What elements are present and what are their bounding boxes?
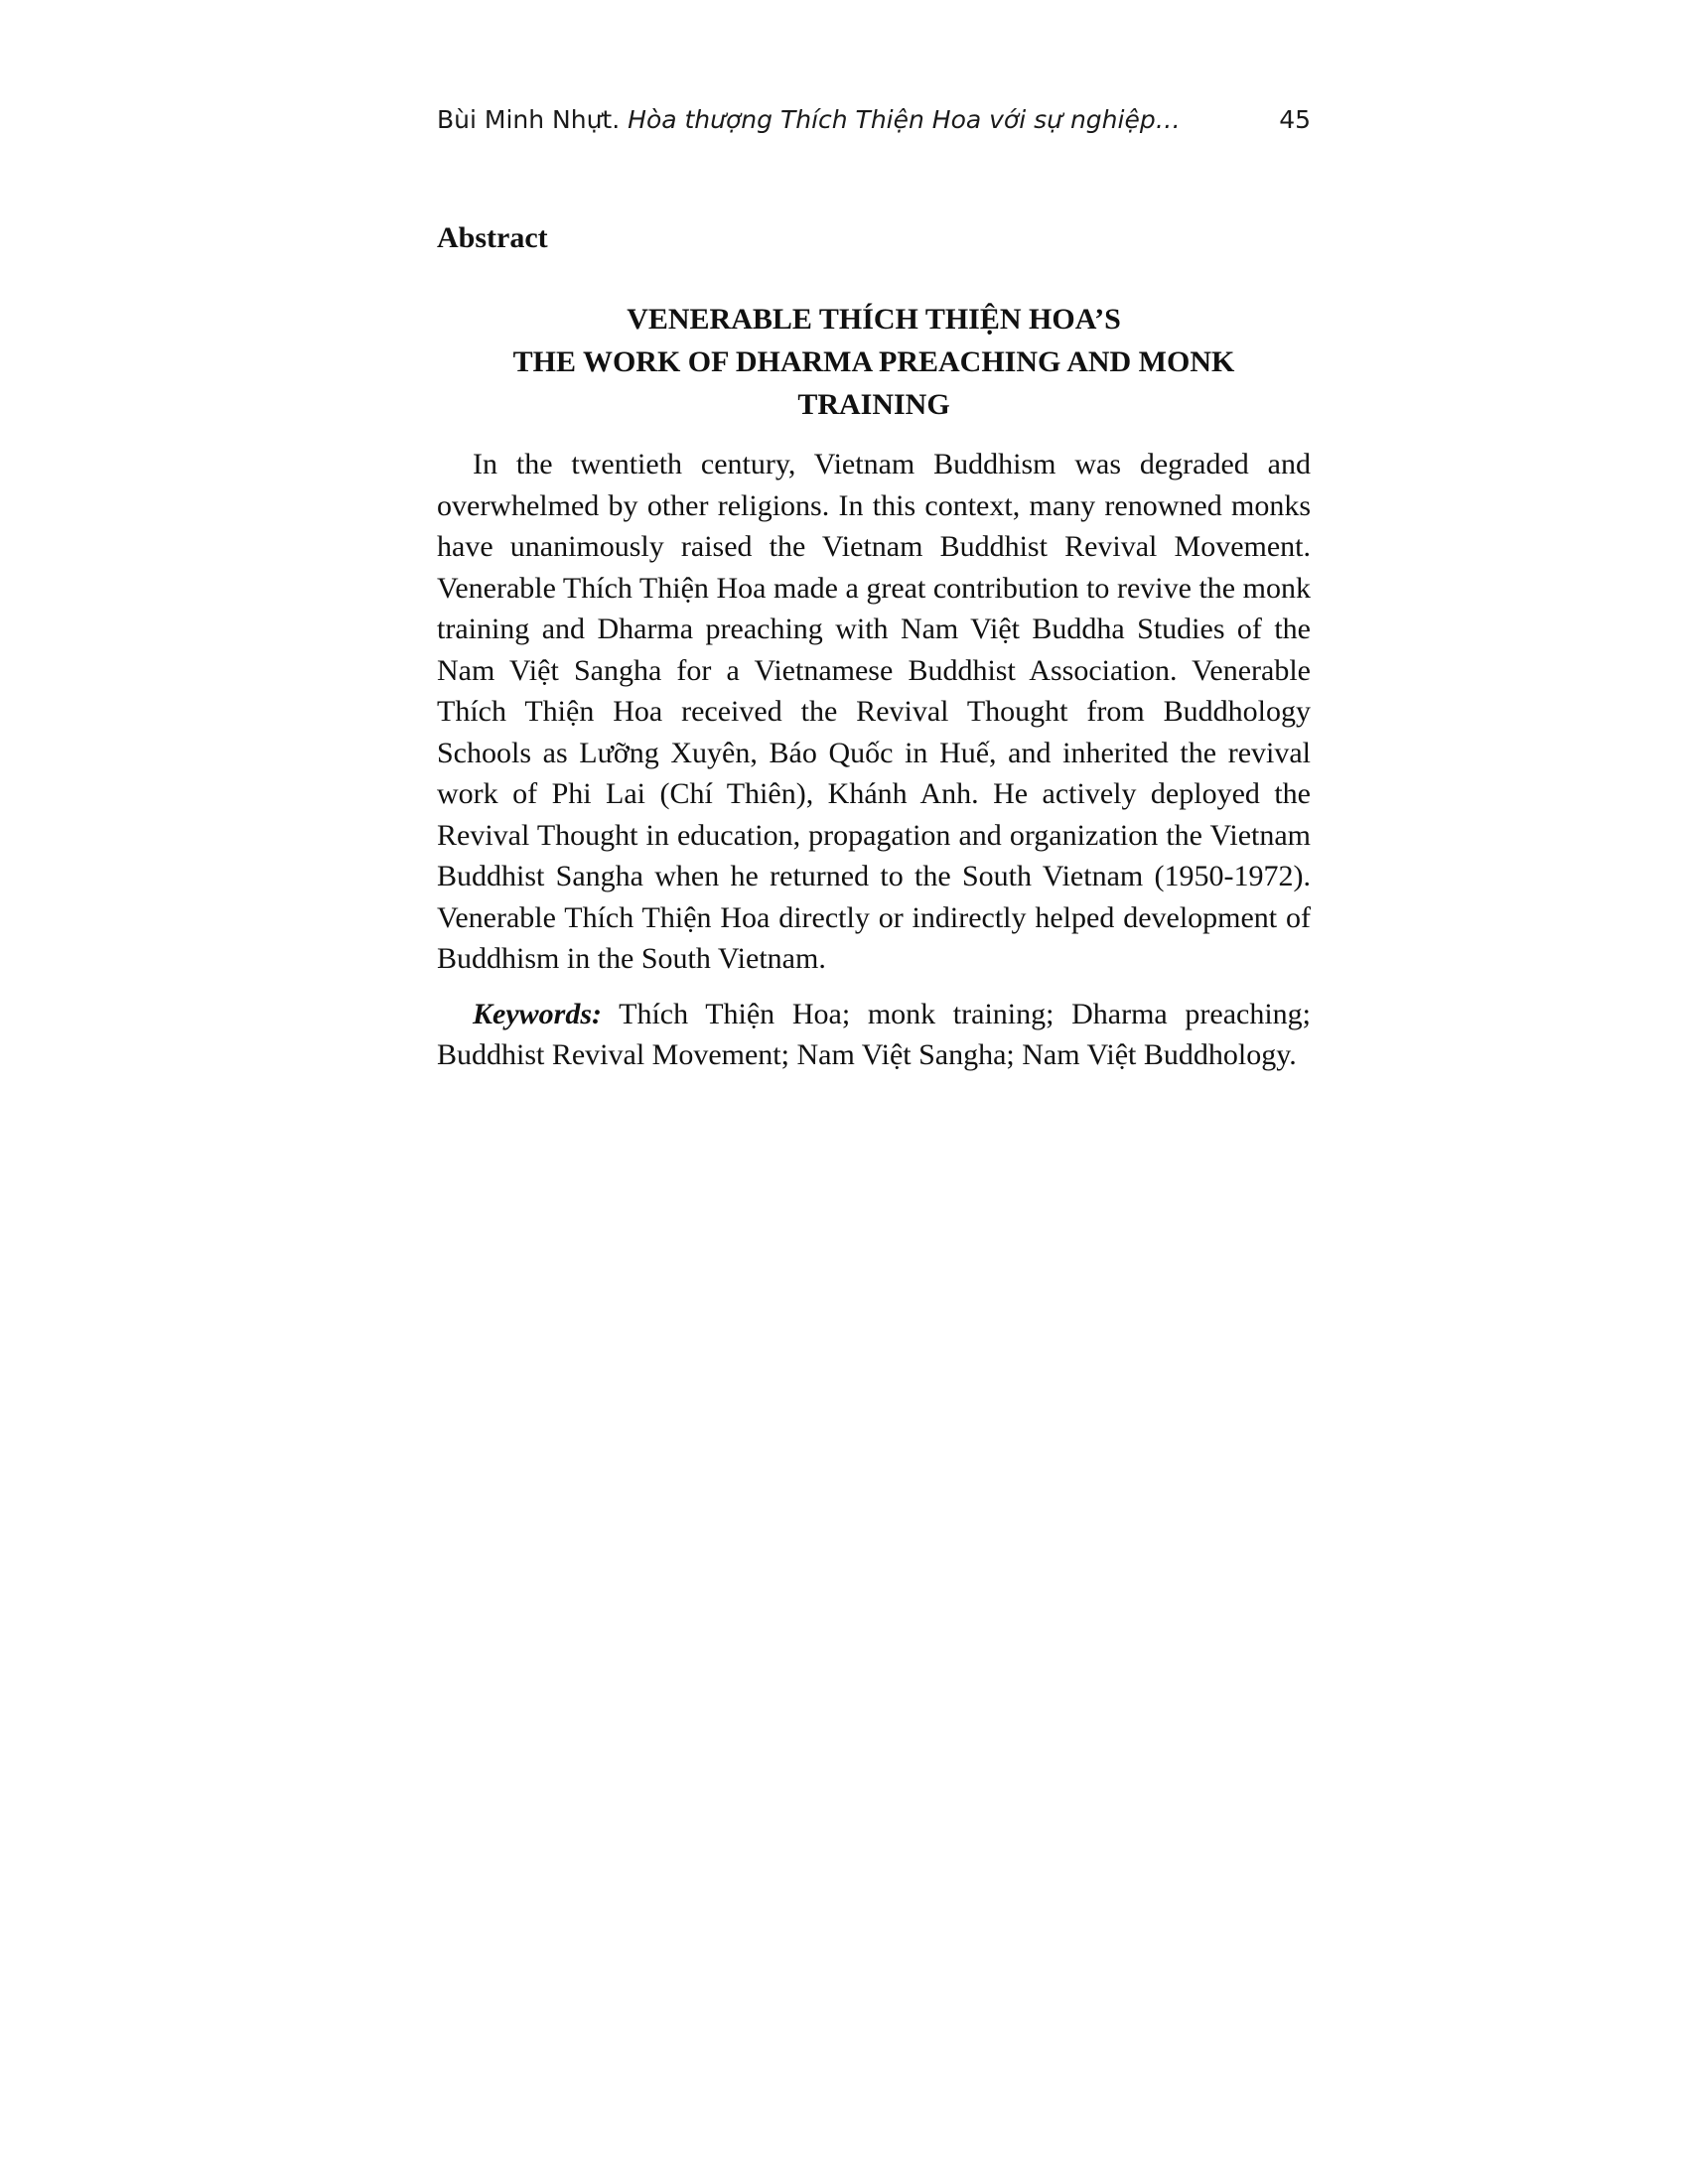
- header-title: Hòa thượng Thích Thiện Hoa với sự nghiệp…: [628, 105, 1181, 134]
- header-author: Bùi Minh Nhựt.: [437, 105, 621, 134]
- page-number: 45: [1279, 105, 1311, 134]
- keywords-text: Thích Thiện Hoa; monk training; Dharma preaching; Buddhist Revival Movement; Nam Việt Sangha; Nam Việt Buddhology.: [437, 997, 1311, 1071]
- main-content: [437, 218, 1311, 1076]
- abstract-heading: Abstract: [437, 221, 548, 254]
- keywords-label: Keywords:: [473, 997, 602, 1030]
- running-header: [437, 105, 1311, 145]
- paper-title-line: VENERABLE THÍCH THIỆN HOA’S: [627, 303, 1121, 336]
- keywords: [437, 994, 1311, 1076]
- paper-title: [437, 298, 1311, 426]
- paper-title-line: THE WORK OF DHARMA PREACHING AND MONK: [512, 345, 1235, 378]
- header-author-title: [437, 105, 1181, 134]
- paper-title-line: TRAINING: [797, 388, 950, 421]
- abstract-body: In the twentieth century, Vietnam Buddhism was degraded and overwhelmed by other religions. In this context, many renowned monks have unanimously raised the Vietnam Buddhist Revival Movement. Venerable Thích Thiện Hoa made a great contribution to revive the monk training and Dharma preaching with Nam Việt Buddha Studies of the Nam Việt Sangha for a Vietnamese Buddhist Association. Venerable Thích Thiện Hoa received the Revival Thought from Buddhology Schools as Lưỡng Xuyên, Báo Quốc in Huế, and inherited the revival work of Phi Lai (Chí Thiên), Khánh Anh. He actively deployed the Revival Thought in education, propagation and organization the Vietnam Buddhist Sangha when he returned to the South Vietnam (1950-1972). Venerable Thích Thiện Hoa directly or indirectly helped development of Buddhism in the South Vietnam.: [437, 448, 1311, 975]
